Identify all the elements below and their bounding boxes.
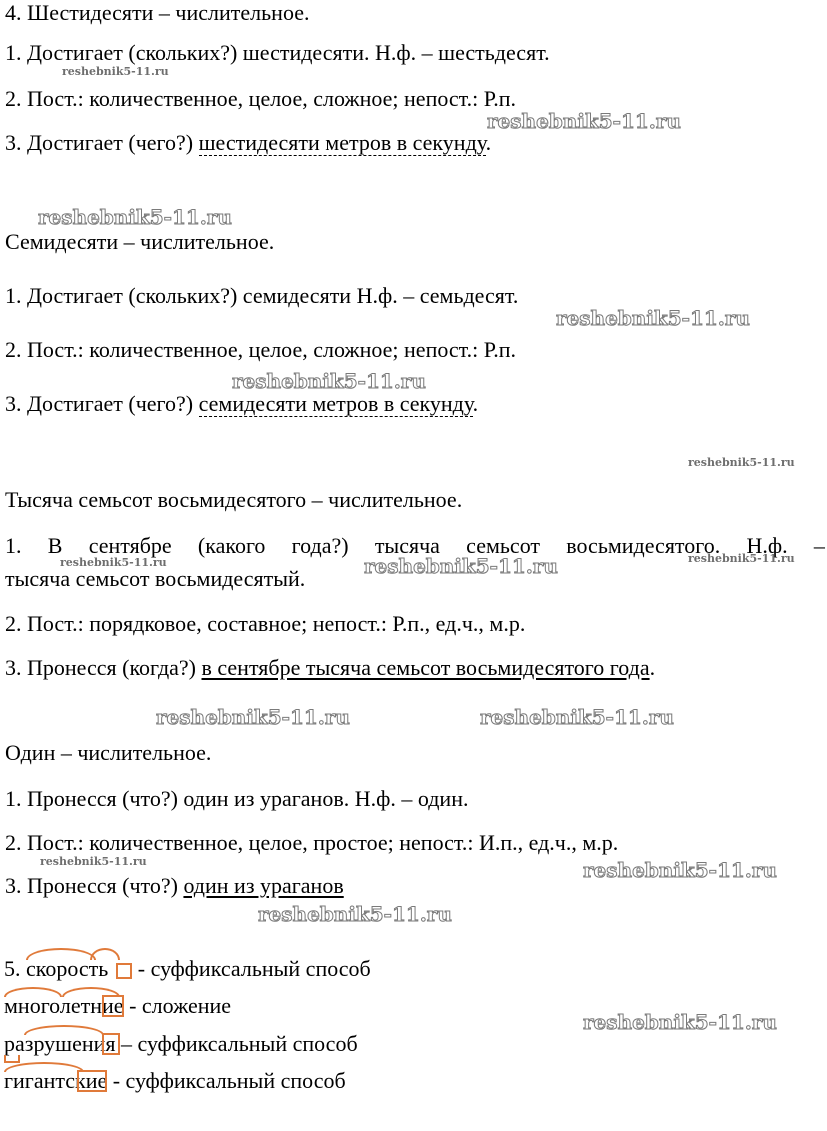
one-heading: Один – числительное.	[5, 740, 212, 765]
formation-method: - сложение	[123, 993, 232, 1018]
word: сентябре	[88, 533, 172, 558]
underlined-phrase: семидесяти метров в секунду	[198, 391, 473, 416]
section-4-point-3	[5, 130, 491, 156]
watermark: reshebnik5-11.ru	[60, 556, 167, 569]
word: семьсот	[466, 533, 541, 558]
section-4-heading: 4. Шестидесяти – числительное.	[5, 0, 310, 25]
watermark: reshebnik5-11.ru	[583, 1010, 777, 1034]
analyzed-word	[4, 993, 124, 1019]
section-4-point-1: 1. Достигает (скольких?) шестидесяти. Н.ф. – шестьдесят.	[5, 40, 550, 65]
word-formation-item-1	[4, 956, 371, 982]
analyzed-word	[4, 1031, 116, 1057]
point-3-suffix: .	[485, 130, 492, 155]
point-3-prefix: 3. Пронесся (когда?)	[5, 655, 202, 680]
section-4-point-2: 2. Пост.: количественное, целое, сложное; непост.: Р.п.	[5, 86, 516, 111]
underlined-phrase: один из ураганов	[183, 873, 344, 898]
formation-method: - суффиксальный способ	[107, 1068, 346, 1093]
watermark: reshebnik5-11.ru	[156, 705, 350, 729]
word-formation-item-4	[4, 1068, 346, 1094]
word: Н.ф.	[746, 533, 788, 558]
ending-box	[77, 1070, 107, 1092]
point-3-suffix: .	[649, 655, 656, 680]
point-3-prefix: 3. Пронесся (что?)	[5, 873, 184, 898]
watermark: reshebnik5-11.ru	[583, 858, 777, 882]
point-3-suffix: .	[472, 391, 479, 416]
word-text: разрушения	[4, 1031, 116, 1056]
word: восьмидесятого.	[566, 533, 721, 558]
point-3-prefix: 3. Достигает (чего?)	[5, 130, 199, 155]
underlined-phrase: в сентябре тысяча семьсот восьмидесятого года	[201, 655, 650, 680]
analyzed-word	[4, 1068, 107, 1094]
suffix-arc-mark	[90, 948, 120, 960]
watermark: reshebnik5-11.ru	[38, 205, 232, 229]
prefix-mark	[4, 1055, 20, 1063]
word-formation-item-2	[4, 993, 231, 1019]
one-point-3	[5, 873, 344, 899]
null-ending-box	[116, 963, 132, 979]
watermark: reshebnik5-11.ru	[688, 456, 795, 469]
watermark: reshebnik5-11.ru	[364, 554, 558, 578]
analyzed-word	[26, 956, 108, 982]
word: тысяча	[374, 533, 440, 558]
underlined-phrase: шестидесяти метров в секунду	[198, 130, 486, 155]
section-5-number: 5.	[4, 956, 21, 981]
root-arc-mark	[24, 1025, 104, 1035]
word-text: гигантские	[4, 1068, 108, 1093]
root-arc-mark	[26, 948, 96, 960]
ending-box	[102, 1033, 120, 1055]
watermark: reshebnik5-11.ru	[232, 369, 426, 393]
root-arc-mark	[4, 1062, 84, 1072]
year-heading: Тысяча семьсот восьмидесятого – числительное.	[5, 487, 463, 512]
watermark: reshebnik5-11.ru	[258, 902, 452, 926]
year-point-1-continued: тысяча семьсот восьмидесятый.	[5, 566, 306, 591]
watermark: reshebnik5-11.ru	[688, 552, 795, 565]
seventy-point-2: 2. Пост.: количественное, целое, сложное; непост.: Р.п.	[5, 337, 516, 362]
ending-box	[102, 995, 124, 1017]
one-point-1: 1. Пронесся (что?) один из ураганов. Н.ф. – один.	[5, 786, 469, 811]
year-point-3	[5, 655, 655, 681]
watermark: reshebnik5-11.ru	[556, 306, 750, 330]
seventy-heading: Семидесяти – числительное.	[5, 229, 275, 254]
word: В	[47, 533, 63, 558]
watermark: reshebnik5-11.ru	[62, 65, 169, 78]
one-point-2: 2. Пост.: количественное, целое, простое; непост.: И.п., ед.ч., м.р.	[5, 830, 619, 855]
seventy-point-3	[5, 391, 478, 417]
watermark: reshebnik5-11.ru	[40, 855, 147, 868]
root-arc-mark	[4, 987, 62, 997]
word: 1.	[5, 533, 22, 558]
word-text: многолетние	[4, 993, 124, 1018]
word-formation-item-3	[4, 1031, 358, 1057]
word: (какого	[197, 533, 266, 558]
word-text: скорость	[26, 956, 109, 981]
seventy-point-1: 1. Достигает (скольких?) семидесяти Н.ф. – семьдесят.	[5, 283, 519, 308]
word: –	[813, 533, 825, 558]
watermark: reshebnik5-11.ru	[487, 109, 681, 133]
point-3-prefix: 3. Достигает (чего?)	[5, 391, 199, 416]
watermark: reshebnik5-11.ru	[480, 705, 674, 729]
formation-method: – суффиксальный способ	[115, 1031, 358, 1056]
formation-method: - суффиксальный способ	[132, 956, 371, 981]
year-point-2: 2. Пост.: порядковое, составное; непост.: Р.п., ед.ч., м.р.	[5, 611, 526, 636]
word: года?)	[291, 533, 349, 558]
